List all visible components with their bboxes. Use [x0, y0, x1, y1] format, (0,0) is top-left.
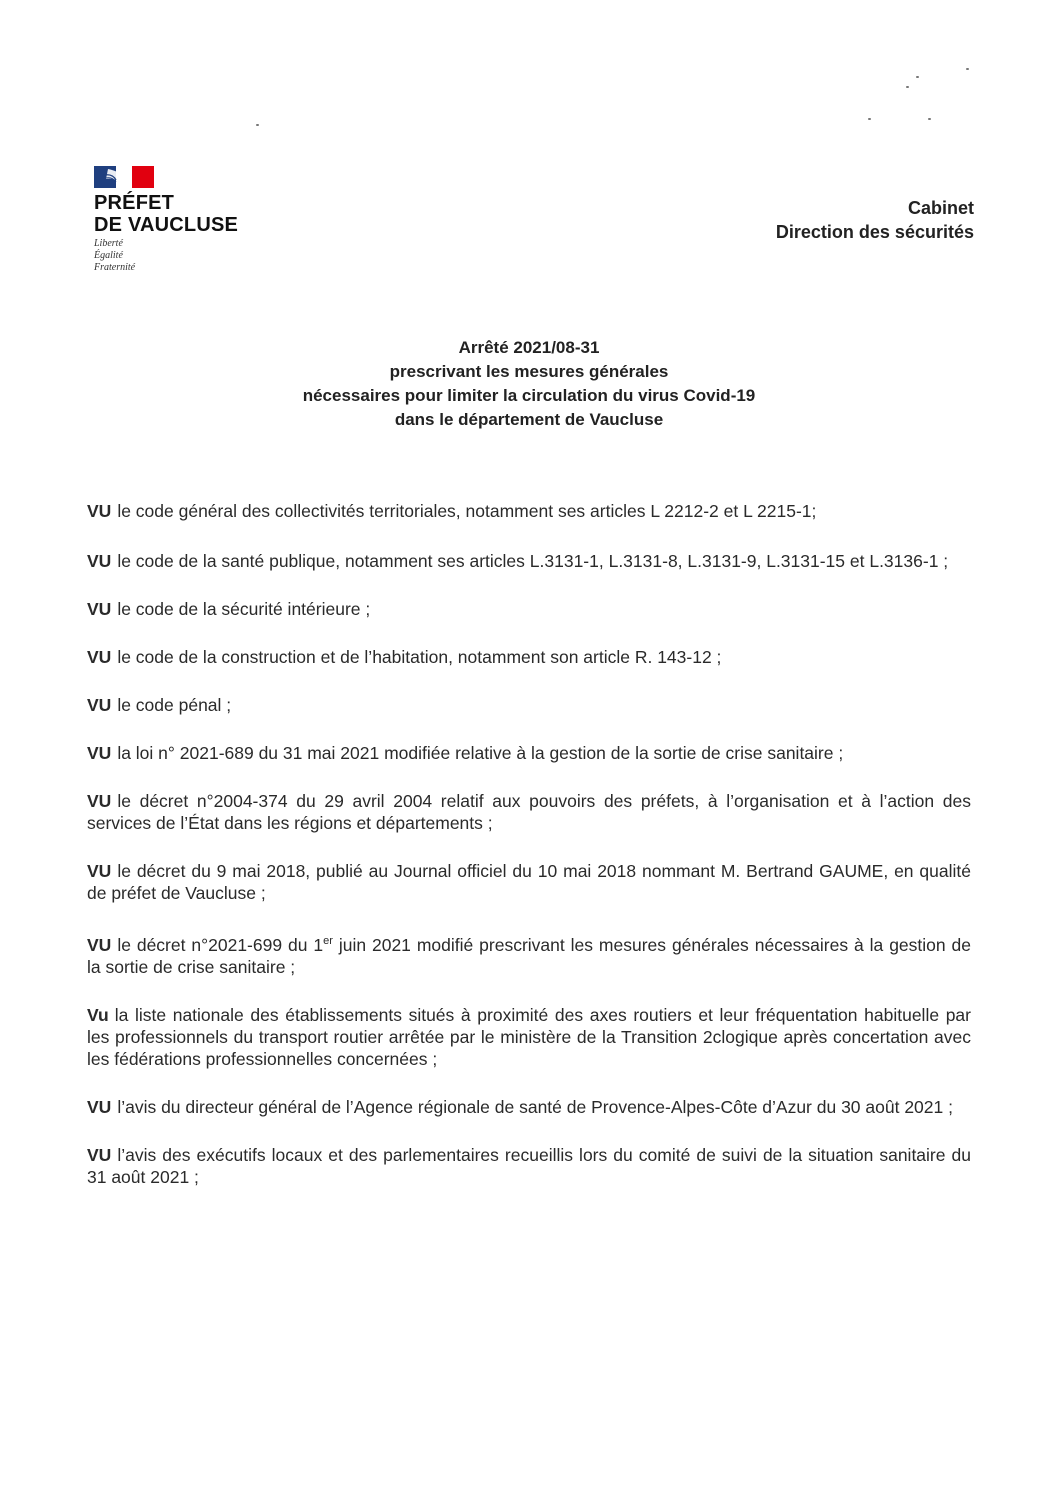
service-cabinet: Cabinet	[907, 198, 974, 218]
visa-paragraph	[87, 1144, 971, 1188]
visa-lead: VU	[87, 695, 112, 715]
visa-text: l’avis du directeur général de l’Agence régionale de santé de Provence-Alpes-Côte d’Azur du 30 août 2021 ;	[117, 1096, 953, 1117]
decree-title-line-2: prescrivant les mesures générales	[389, 362, 669, 381]
visa-text-before: le décret n°2021-699 du 1	[117, 934, 324, 955]
service-direction: Direction des sécurités	[775, 222, 974, 242]
visa-paragraph	[87, 930, 971, 978]
prefecture-logo	[94, 166, 294, 274]
scan-speck	[256, 124, 259, 126]
scan-speck	[868, 118, 871, 120]
visa-paragraph	[87, 646, 971, 668]
visa-lead: VU	[87, 791, 112, 811]
visa-lead: VU	[87, 599, 112, 619]
authority-line-2: DE VAUCLUSE	[94, 214, 239, 236]
scan-speck	[906, 86, 909, 88]
visa-lead: Vu	[87, 1004, 109, 1025]
visa-text: le code de la santé publique, notamment ses articles L.3131-1, L.3131-8, L.3131-9, L.3131-15 et L.3136-1 ;	[117, 551, 949, 571]
scan-speck	[916, 76, 919, 78]
visa-paragraph	[87, 860, 971, 904]
visa-text: le décret n°2004-374 du 29 avril 2004 relatif aux pouvoirs des préfets, à l’organisation et à l’action des services de l’État dans les régions et départements ;	[87, 791, 971, 833]
visa-text: la loi n° 2021-689 du 31 mai 2021 modifiée relative à la gestion de la sortie de crise sanitaire ;	[117, 743, 844, 763]
visa-text: la liste nationale des établissements situés à proximité des axes routiers et leur fréquentation habituelle par les professionnels du transport routier arrêtée par le ministère de la Transition 2clogique après concertation avec les fédérations professionnelles concernées ;	[87, 1004, 971, 1069]
motto-egalite: Égalité	[94, 250, 123, 261]
visa-lead: VU	[87, 1144, 112, 1165]
visa-lead: VU	[87, 861, 112, 881]
visa-paragraph	[87, 694, 971, 716]
visa-text: l’avis des exécutifs locaux et des parlementaires recueillis lors du comité de suivi de la situation sanitaire du 31 août 2021 ;	[87, 1144, 971, 1187]
authority-line-1: PRÉFET	[94, 192, 175, 214]
visa-text: le code général des collectivités territoriales, notamment ses articles L 2212-2 et L 2215-1;	[117, 501, 817, 521]
visa-text: le code pénal ;	[117, 695, 232, 715]
visa-paragraph	[87, 1004, 971, 1070]
visa-lead: VU	[87, 501, 112, 521]
visa-text-after: juin 2021 modifié prescrivant les mesures générales nécessaires à la gestion de la sortie de crise sanitaire ;	[87, 934, 972, 977]
visa-lead: VU	[87, 647, 112, 667]
scan-speck	[966, 68, 969, 70]
authority-name	[94, 192, 294, 236]
visa-superscript: er	[323, 935, 333, 947]
scan-speck	[928, 118, 931, 120]
visa-text: le code de la construction et de l’habitation, notamment son article R. 143-12 ;	[117, 647, 722, 667]
visa-paragraph	[87, 500, 971, 522]
visa-lead: VU	[87, 1096, 112, 1117]
republic-motto	[94, 238, 294, 274]
motto-liberte: Liberté	[94, 238, 123, 249]
marianne-flag-icon	[94, 166, 154, 188]
motto-fraternite: Fraternité	[94, 262, 136, 273]
visa-text: le décret du 9 mai 2018, publié au Journal officiel du 10 mai 2018 nommant M. Bertrand GAUME, en qualité de préfet de Vaucluse ;	[87, 861, 971, 903]
visa-paragraph	[87, 598, 971, 620]
visa-text: le code de la sécurité intérieure ;	[117, 599, 371, 619]
visa-lead: VU	[87, 934, 112, 955]
decree-body	[87, 500, 971, 1214]
visa-lead: VU	[87, 743, 112, 763]
visa-paragraph	[87, 1096, 971, 1118]
decree-title-line-3: nécessaires pour limiter la circulation du virus Covid-19	[302, 386, 756, 405]
decree-number: Arrêté 2021/08-31	[458, 338, 600, 357]
visa-lead: VU	[87, 551, 112, 571]
decree-title	[0, 336, 1058, 432]
issuing-service	[776, 196, 974, 244]
decree-title-line-4: dans le département de Vaucluse	[394, 410, 664, 429]
visa-paragraph	[87, 550, 971, 572]
visa-paragraph	[87, 742, 971, 764]
visa-paragraph	[87, 790, 971, 834]
